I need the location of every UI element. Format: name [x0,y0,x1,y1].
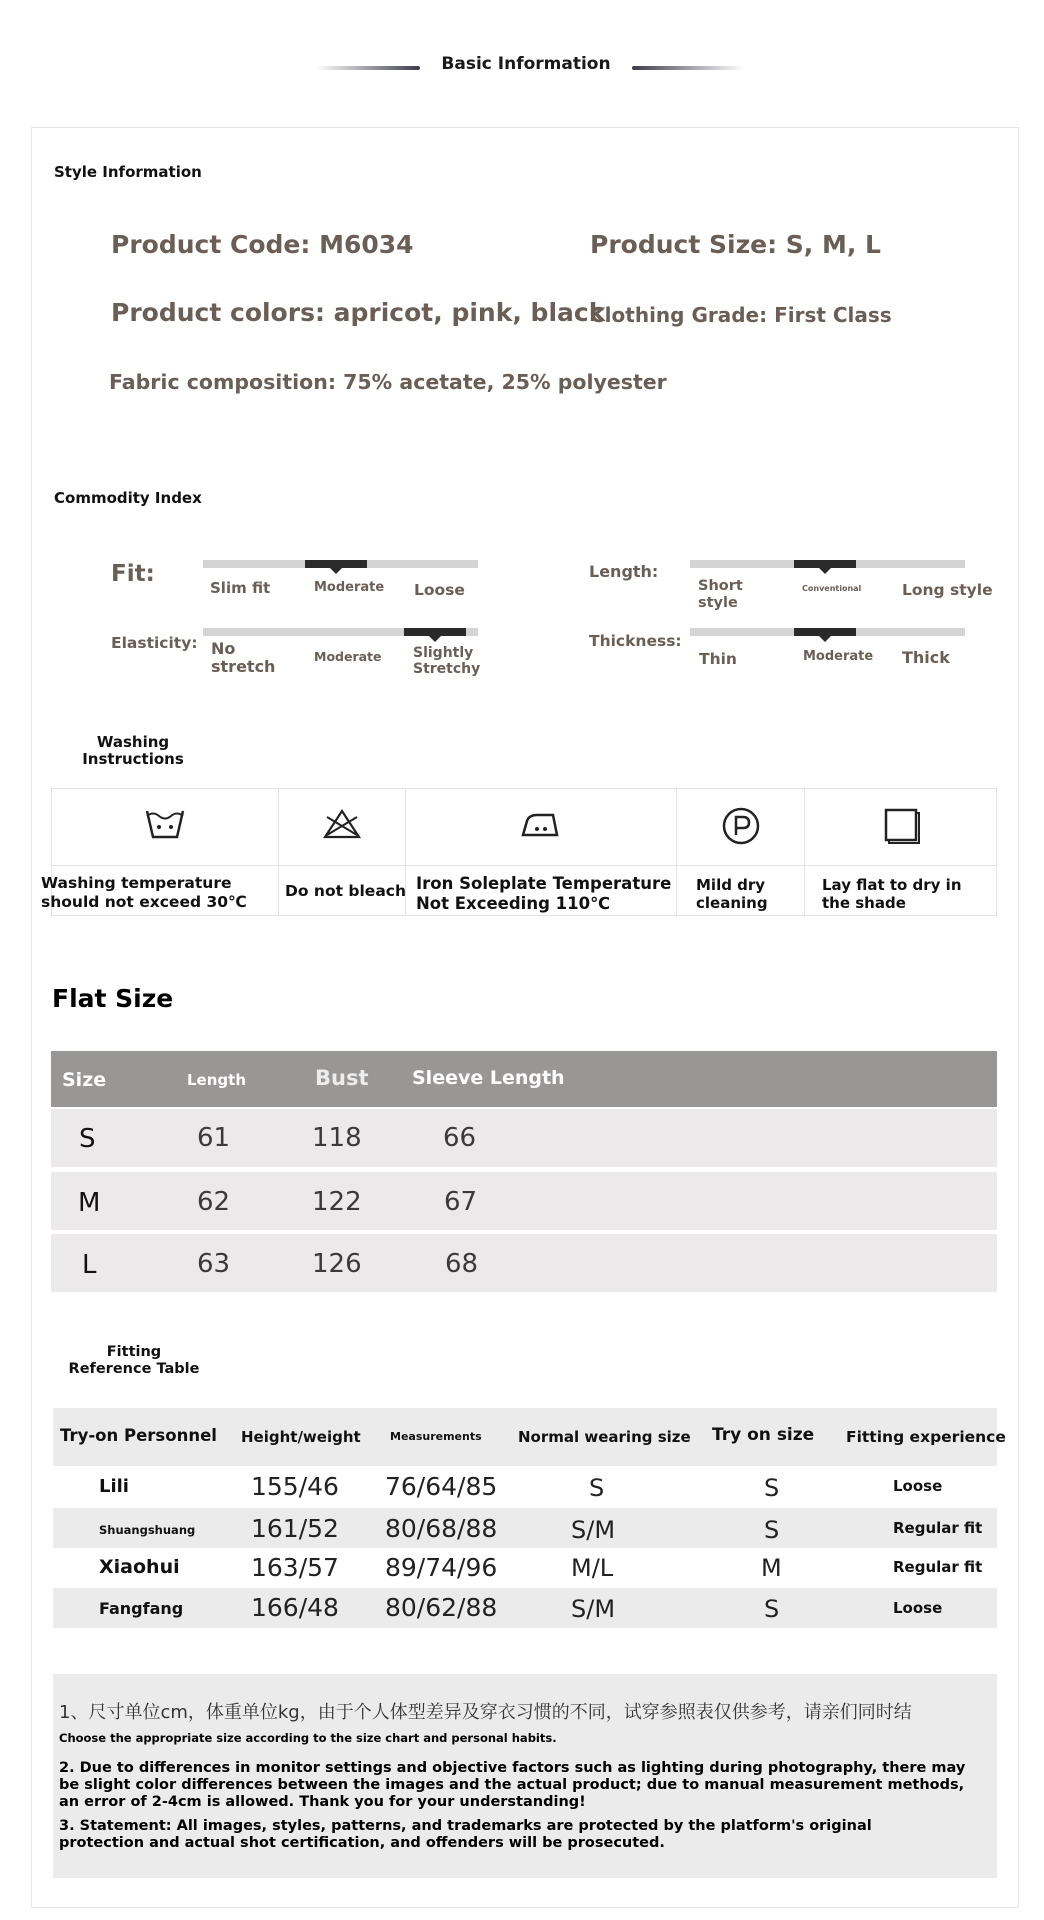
thickness-scale [690,628,965,636]
note-1-en: Choose the appropriate size according to the size chart and personal habits. [59,1731,557,1745]
washing-label: Washing Instructions [82,733,184,768]
size-cell-length: 62 [197,1187,231,1217]
fit-header-experience: Fitting experience [846,1428,1006,1446]
size-table-header [51,1051,997,1107]
fit-cell-try-size: S [764,1516,780,1544]
size-cell-sleeve: 66 [443,1123,477,1153]
wash-text-bleach: Do not bleach [285,882,407,900]
wash-text-dry-clean: Mild dry cleaning [696,876,768,912]
length-label: Length: [589,562,659,581]
fitting-row [53,1466,997,1506]
product-code: Product Code: M6034 [111,230,414,259]
note-1-cn: 1、尺寸单位cm，体重单位kg，由于个人体型差异及穿衣习惯的不同，试穿参照表仅供参考，请亲们同时结 [59,1702,912,1723]
note-3: 3. Statement: All images, styles, patterns, and trademarks are protected by the platform's original protection and actual shot certification, and offenders will be prosecuted. [59,1818,872,1851]
fit-cell-experience: Loose [893,1599,943,1617]
fit-cell-name: Shuangshuang [99,1523,196,1537]
fit-cell-measurements: 76/64/85 [385,1472,498,1501]
fit-cell-height-weight: 163/57 [251,1553,339,1582]
size-row-l [51,1234,997,1292]
elasticity-option-slightly-stretchy: Slightly Stretchy [413,645,481,678]
header-decor-line-right [632,66,744,70]
elasticity-label: Elasticity: [111,634,198,652]
fitting-row [53,1588,997,1628]
wash-30-icon [52,807,278,845]
elasticity-option-moderate: Moderate [314,649,382,664]
elasticity-scale [203,628,478,636]
length-option-long: Long style [902,581,993,599]
fit-cell-experience: Regular fit [893,1519,983,1537]
fit-header-measurements: Measurements [390,1430,482,1443]
size-cell-size: M [78,1188,101,1218]
size-cell-sleeve: 67 [444,1187,478,1217]
fitting-row [53,1508,997,1548]
fit-cell-try-size: S [764,1595,780,1623]
size-row-m [51,1172,997,1230]
fit-header-height-weight: Height/weight [241,1428,361,1446]
fit-cell-measurements: 89/74/96 [385,1553,498,1582]
fit-label: Fit: [111,561,155,587]
fit-cell-name: Fangfang [99,1599,184,1618]
thickness-indicator [794,628,856,636]
do-not-bleach-icon [279,807,405,845]
commodity-index-label: Commodity Index [54,489,202,507]
fit-cell-measurements: 80/62/88 [385,1593,498,1622]
size-header-length: Length [187,1071,246,1089]
fitting-label: Fitting Reference Table [68,1344,200,1377]
dry-flat-shade-icon [805,807,998,851]
fit-cell-normal-size: S/M [571,1516,616,1544]
length-scale [690,560,965,568]
wash-text-iron: Iron Soleplate Temperature Not Exceeding 110℃ [416,874,672,913]
elasticity-option-no-stretch: No stretch [211,639,276,677]
wash-text-temperature: Washing temperature should not exceed 30℃ [41,874,247,911]
fit-cell-try-size: M [761,1554,782,1582]
size-cell-length: 61 [197,1123,231,1153]
fit-option-loose: Loose [414,581,465,599]
fit-cell-measurements: 80/68/88 [385,1514,498,1543]
fit-cell-name: Xiaohui [99,1556,180,1578]
size-cell-bust: 122 [312,1187,362,1217]
size-cell-size: L [82,1250,97,1280]
fit-indicator [305,560,367,568]
thickness-option-moderate: Moderate [803,649,874,664]
style-info-label: Style Information [54,163,202,181]
size-cell-sleeve: 68 [445,1249,479,1279]
fitting-table-header [53,1408,1006,1466]
header-decor-line-left [316,66,420,70]
notes-box [53,1674,997,1878]
fit-cell-experience: Loose [893,1477,943,1495]
product-colors: Product colors: apricot, pink, black [111,298,606,327]
fit-cell-height-weight: 161/52 [251,1514,339,1543]
iron-medium-icon [406,807,676,845]
fit-option-moderate: Moderate [314,580,385,595]
fit-option-slim: Slim fit [210,579,271,597]
dry-clean-p-icon [677,807,804,849]
flat-size-title: Flat Size [52,984,174,1013]
fit-cell-try-size: S [764,1474,780,1502]
size-cell-length: 63 [197,1249,231,1279]
fit-cell-experience: Regular fit [893,1558,983,1576]
fit-cell-normal-size: S [589,1474,605,1502]
elasticity-indicator [404,628,466,636]
info-card [31,127,1019,1908]
size-row-s [51,1109,997,1167]
fit-header-try-size: Try on size [712,1425,815,1445]
fabric-composition: Fabric composition: 75% acetate, 25% polyester [109,370,667,394]
length-option-conventional: Conventional [802,584,862,593]
fit-cell-normal-size: M/L [571,1554,614,1582]
fit-cell-height-weight: 155/46 [251,1472,339,1501]
size-cell-bust: 118 [312,1123,362,1153]
size-cell-size: S [79,1124,96,1154]
fit-cell-height-weight: 166/48 [251,1593,339,1622]
fit-header-personnel: Try-on Personnel [60,1426,217,1445]
note-2: 2. Due to differences in monitor settings and objective factors such as lighting during photography, there may be slight color differences between the images and the actual product; due to manual measurement methods, an error of 2-4cm is allowed. Thank you for your understanding! [59,1760,966,1810]
thickness-option-thin: Thin [699,650,737,668]
thickness-option-thick: Thick [902,648,950,667]
thickness-label: Thickness: [589,632,682,650]
product-size: Product Size: S, M, L [590,230,881,259]
fitting-row [53,1548,997,1588]
page-title: Basic Information [441,54,611,74]
size-header-size: Size [62,1069,107,1091]
wash-text-dry-flat: Lay flat to dry in the shade [822,876,962,912]
fit-cell-normal-size: S/M [571,1595,616,1623]
size-cell-bust: 126 [312,1249,362,1279]
clothing-grade: Clothing Grade: First Class [590,303,892,327]
size-header-sleeve: Sleeve Length [412,1067,565,1089]
fit-scale [203,560,478,568]
length-option-short: Short style [698,578,743,611]
length-indicator [794,560,856,568]
size-header-bust: Bust [315,1066,369,1090]
fit-cell-name: Lili [99,1476,129,1497]
fit-header-normal-size: Normal wearing size [518,1428,691,1446]
